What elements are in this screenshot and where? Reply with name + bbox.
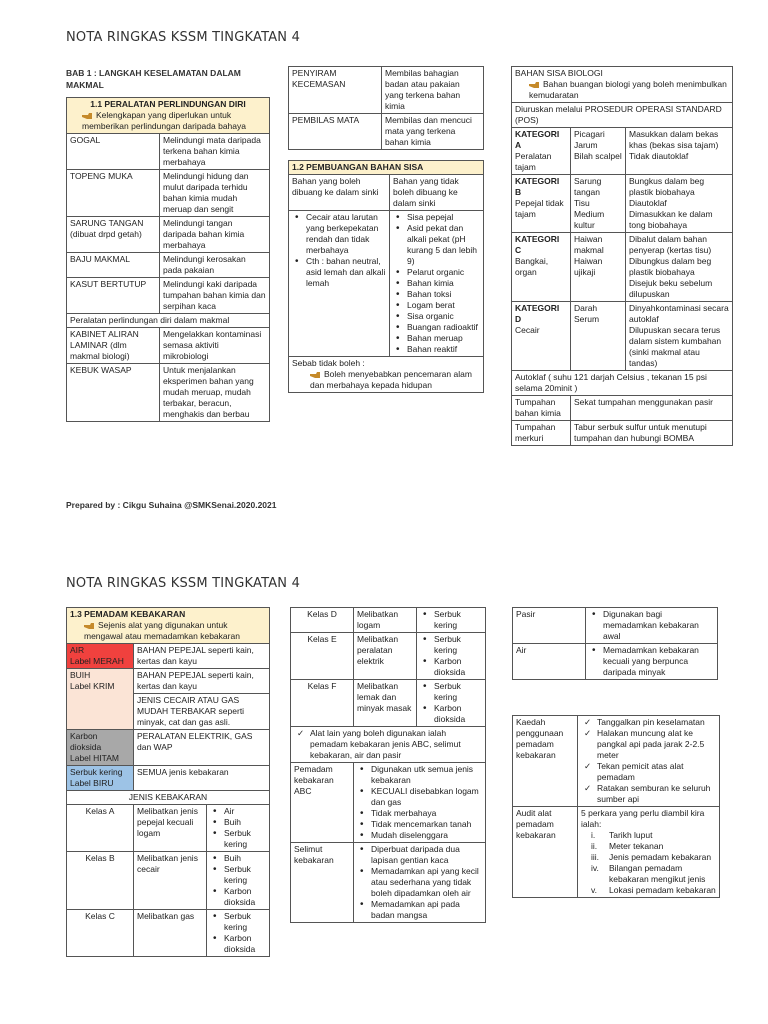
list-item: • Logam berat bbox=[393, 300, 480, 311]
list-item: • Bahan kimia bbox=[393, 278, 480, 289]
autoclave-note: Autoklaf ( suhu 121 darjah Celsius , tekanan 15 psi selama 20minit ) bbox=[512, 371, 733, 396]
list-item: • Bahan toksi bbox=[393, 289, 480, 300]
list-item: • Asid pekat dan alkali pekat (pH kurang 5 dan lebih 9) bbox=[393, 223, 480, 267]
reason-label: Sebab tidak boleh : bbox=[292, 358, 365, 368]
list-item: ✓ Tekan pemicit atas alat pemadam bbox=[581, 761, 716, 783]
list-item: • Buih bbox=[210, 853, 266, 864]
table-row: Tumpahan bahan kimia Sekat tumpahan menggunakan pasir bbox=[512, 396, 733, 421]
page-title-2: NOTA RINGKAS KSSM TINGKATAN 4 bbox=[66, 576, 301, 591]
pointer-icon bbox=[82, 112, 92, 120]
list-item: • Karbon dioksida bbox=[420, 656, 482, 678]
section-header: 1.3 PEMADAM KEBAKARAN bbox=[70, 609, 186, 619]
table-row: Kelas D Melibatkan logam • Serbuk kering bbox=[291, 608, 486, 633]
table-row: TOPENG MUKA Melindungi hidung dan mulut daripada terhidu bahan kimia mudah meruap dan sengit bbox=[67, 170, 270, 217]
table-row: Karbon dioksida Label HITAM PERALATAN ELEKTRIK, GAS dan WAP bbox=[67, 730, 270, 766]
list-item: • Memadamkan api yang kecil atau sederhana yang tidak boleh dipadamkan oleh air bbox=[357, 866, 482, 899]
list-item: • Sisa pepejal bbox=[393, 212, 480, 223]
table-row: Audit alat pemadam kebakaran 5 perkara yang perlu diambil kira ialah: i. Tarikh luput ii. Meter tekanan iii. Jenis pemadam kebakaran iv. Bilangan pemadam kebakaran mengikut jenis v. Lokasi pemadam kebakaran bbox=[513, 807, 720, 898]
list-item: • Air bbox=[210, 806, 266, 817]
list-item: • Cth : bahan neutral, asid lemah dan alkali lemah bbox=[292, 256, 386, 289]
list-item: • Serbuk kering bbox=[210, 864, 266, 886]
table-row: Kaedah penggunaan pemadam kebakaran ✓ Tanggalkan pin keselamatan ✓ Halakan muncung alat ke pangkal api pada jarak 2-2.5 meter ✓ Tekan pemicit atas alat pemadam ✓ Ratakan semburan ke seluruh sumber api bbox=[513, 716, 720, 807]
list-item: ✓ Ratakan semburan ke seluruh sumber api bbox=[581, 783, 716, 805]
audit-intro: 5 perkara yang perlu diambil kira ialah: bbox=[581, 808, 705, 829]
list-item: • Digunakan bagi memadamkan kebakaran awal bbox=[589, 609, 714, 642]
fire-types-heading: JENIS KEBAKARAN bbox=[67, 791, 270, 805]
page-title: NOTA RINGKAS KSSM TINGKATAN 4 bbox=[66, 30, 301, 45]
table-row: Tumpahan merkuri Tabur serbuk sulfur untuk menutupi tumpahan dan hubungi BOMBA bbox=[512, 421, 733, 446]
list-item: • Karbon dioksida bbox=[210, 933, 266, 955]
list-item: i. Tarikh luput bbox=[591, 830, 653, 840]
bio-heading: BAHAN SISA BIOLOGI bbox=[515, 68, 603, 78]
table-row: KATEGORI B Pepejal tidak tajam Sarung tangan Tisu Medium kultur Bungkus dalam beg plastik biobahaya Diautoklaf Dimasukkan ke dalam tong biobahaya bbox=[512, 175, 733, 233]
table-row: SARUNG TANGAN (dibuat drpd getah) Melindungi tangan daripada bahan kimia merbahaya bbox=[67, 217, 270, 253]
table-fire-extinguisher bbox=[66, 607, 270, 957]
list-item: • Serbuk kering bbox=[210, 828, 266, 850]
list-item: • Pelarut organic bbox=[393, 267, 480, 278]
table-personal-protection bbox=[66, 97, 270, 422]
table-row: GOGAL Melindungi mata daripada terkena bahan kimia merbahaya bbox=[67, 134, 270, 170]
chapter-heading: BAB 1 : LANGKAH KESELAMATAN DALAM MAKMAL bbox=[66, 68, 241, 90]
list-item: • Bahan meruap bbox=[393, 333, 480, 344]
table-row: KABINET ALIRAN LAMINAR (dlm makmal biologi) Mengelakkan kontaminasi semasa aktiviti mikrobiologi bbox=[67, 328, 270, 364]
list-item: ii. Meter tekanan bbox=[591, 841, 664, 851]
table-row: PENYIRAM KECEMASAN Membilas bahagian badan atau pakaian yang terkena bahan kimia bbox=[289, 67, 484, 114]
table-row: AIR Label MERAH BAHAN PEPEJAL seperti kain, kertas dan kayu bbox=[67, 644, 270, 669]
list-item: • Buangan radioaktif bbox=[393, 322, 480, 333]
section-intro: Kelengkapan yang diperlukan untuk memberikan perlindungan daripada bahaya bbox=[82, 110, 246, 131]
table-usage-method bbox=[512, 715, 720, 898]
list-item: • Bahan reaktif bbox=[393, 344, 480, 355]
table-row: BUIH Label KRIM BAHAN PEPEJAL seperti kain, kertas dan kayu bbox=[67, 669, 270, 694]
table-row: Kelas C Melibatkan gas • Serbuk kering • Karbon dioksida bbox=[67, 910, 270, 957]
table-row: Pemadam kebakaran ABC • Digunakan utk semua jenis kebakaran • KECUALI disebabkan logam dan gas • Tidak merbahaya • Tidak mencemarkan tanah • Mudah diselenggara bbox=[291, 763, 486, 843]
list-item: iv. Bilangan pemadam kebakaran mengikut jenis bbox=[591, 863, 706, 884]
table-fire-classes-2 bbox=[290, 607, 486, 923]
list-item: • Digunakan utk semua jenis kebakaran bbox=[357, 764, 482, 786]
list-item: • Serbuk kering bbox=[420, 609, 482, 631]
section-header: 1.1 PERALATAN PERLINDUNGAN DIRI bbox=[90, 99, 246, 109]
other-tools-note: ✓ Alat lain yang boleh digunakan ialah pemadam kebakaran jenis ABC, selimut kebakaran, air dan pasir bbox=[294, 728, 482, 761]
prepared-by: Prepared by : Cikgu Suhaina @SMKSenai.2020.2021 bbox=[66, 500, 277, 510]
list-item: • Tidak mencemarkan tanah bbox=[357, 819, 482, 830]
table-row: KATEGORI D Cecair Darah Serum Dinyahkontaminasi secara autoklaf Dilupuskan secara terus dalam sistem kumbahan (sinki makmal atau tandas) bbox=[512, 302, 733, 371]
table-row: Kelas E Melibatkan peralatan elektrik • Serbuk kering • Karbon dioksida bbox=[291, 633, 486, 680]
list-item: • Karbon dioksida bbox=[420, 703, 482, 725]
table-biological-waste bbox=[511, 66, 733, 446]
table-sand-water bbox=[512, 607, 718, 680]
list-item: ✓ Tanggalkan pin keselamatan bbox=[581, 717, 716, 728]
pointer-icon bbox=[529, 81, 539, 89]
table-row: Pasir • Digunakan bagi memadamkan kebakaran awal bbox=[513, 608, 718, 644]
list-item: • Sisa organic bbox=[393, 311, 480, 322]
list-item: iii. Jenis pemadam kebakaran bbox=[591, 852, 712, 862]
table-row: Kelas A Melibatkan jenis pepejal kecuali logam • Air • Buih • Serbuk kering bbox=[67, 805, 270, 852]
list-item: • Mudah diselenggara bbox=[357, 830, 482, 841]
table-row: Kelas B Melibatkan jenis cecair • Buih • Serbuk kering • Karbon dioksida bbox=[67, 852, 270, 910]
table-row: Serbuk kering Label BIRU SEMUA jenis kebakaran bbox=[67, 766, 270, 791]
reason-text: Boleh menyebabkan pencemaran alam dan merbahaya kepada hidupan bbox=[310, 369, 472, 390]
table-row: Air • Memadamkan kebakaran kecuali yang berpunca daripada minyak bbox=[513, 644, 718, 680]
list-item: • Serbuk kering bbox=[420, 634, 482, 656]
list-item: • Tidak merbahaya bbox=[357, 808, 482, 819]
list-item: • Diperbuat daripada dua lapisan gentian kaca bbox=[357, 844, 482, 866]
pointer-icon bbox=[310, 371, 320, 379]
list-item: • Serbuk kering bbox=[420, 681, 482, 703]
table-row: KASUT BERTUTUP Melindungi kaki daripada tumpahan bahan kimia dan serpihan kaca bbox=[67, 278, 270, 314]
section-header: 1.2 PEMBUANGAN BAHAN SISA bbox=[289, 161, 484, 175]
list-item: • Karbon dioksida bbox=[210, 886, 266, 908]
list-item: v. Lokasi pemadam kebakaran bbox=[591, 885, 716, 895]
table-row: KATEGORI A Peralatan tajam Picagari Jarum Bilah scalpel Masukkan dalam bekas khas (bekas sisa tajam) Tidak diautoklaf bbox=[512, 128, 733, 175]
table-row: Selimut kebakaran • Diperbuat daripada dua lapisan gentian kaca • Memadamkan api yang kecil atau sederhana yang tidak boleh dipadamkan oleh air • Memadamkan api pada badan mangsa bbox=[291, 843, 486, 923]
table-row: PEMBILAS MATA Membilas dan mencuci mata yang terkena bahan kimia bbox=[289, 114, 484, 150]
list-item: • Buih bbox=[210, 817, 266, 828]
table-waste-disposal: 1.2 PEMBUANGAN BAHAN SISA Bahan yang boleh dibuang ke dalam sinki Bahan yang tidak boleh dibuang ke dalam sinki • Cecair atau larutan yang berkepekatan rendah dan tidak merbahaya • Cth : bahan neutral, asid lemah dan alkali lemah • Sisa pepejal • Asid pekat dan alkali pekat (pH kurang 5 dan lebih 9) • Pelarut organic • Bahan kimia • Bahan toksi • Logam berat • Sisa organic • Buangan radioaktif • Bahan meruap • Bahan reaktif Sebab tidak boleh : Boleh menyebabkan pencemaran alam dan merbahaya kepada hidupan bbox=[288, 160, 484, 393]
list-item: • Serbuk kering bbox=[210, 911, 266, 933]
pos-text: Diuruskan melalui PROSEDUR OPERASI STANDARD (POS) bbox=[512, 103, 733, 128]
list-item: • Memadamkan api pada badan mangsa bbox=[357, 899, 482, 921]
table-row: Kelas F Melibatkan lemak dan minyak masak • Serbuk kering • Karbon dioksida bbox=[291, 680, 486, 727]
list-item: ✓ Halakan muncung alat ke pangkal api pada jarak 2-2.5 meter bbox=[581, 728, 716, 761]
pointer-icon bbox=[84, 622, 94, 630]
section-intro: Sejenis alat yang digunakan untuk mengawal atau memadamkan kebakaran bbox=[84, 620, 240, 641]
sub-heading: Peralatan perlindungan diri dalam makmal bbox=[67, 314, 270, 328]
table-row: BAJU MAKMAL Melindungi kerosakan pada pakaian bbox=[67, 253, 270, 278]
list-item: • KECUALI disebabkan logam dan gas bbox=[357, 786, 482, 808]
bio-intro: Bahan buangan biologi yang boleh menimbulkan kemudaratan bbox=[529, 79, 727, 100]
table-row: KEBUK WASAP Untuk menjalankan eksperimen bahan yang mudah meruap, mudah terbakar, beracun, menghakis dan berbau bbox=[67, 364, 270, 422]
list-item: • Memadamkan kebakaran kecuali yang berpunca daripada minyak bbox=[589, 645, 714, 678]
list-item: • Cecair atau larutan yang berkepekatan rendah dan tidak merbahaya bbox=[292, 212, 386, 256]
table-row: KATEGORI C Bangkai, organ Haiwan makmal Haiwan ujikaji Dibalut dalam bahan penyerap (kertas tisu) Dibungkus dalam beg plastik biobahaya Disejuk beku sebelum dilupuskan bbox=[512, 233, 733, 302]
table-emergency bbox=[288, 66, 484, 150]
table-row: JENIS CECAIR ATAU GAS MUDAH TERBAKAR seperti minyak, cat dan gas asli. bbox=[67, 694, 270, 730]
